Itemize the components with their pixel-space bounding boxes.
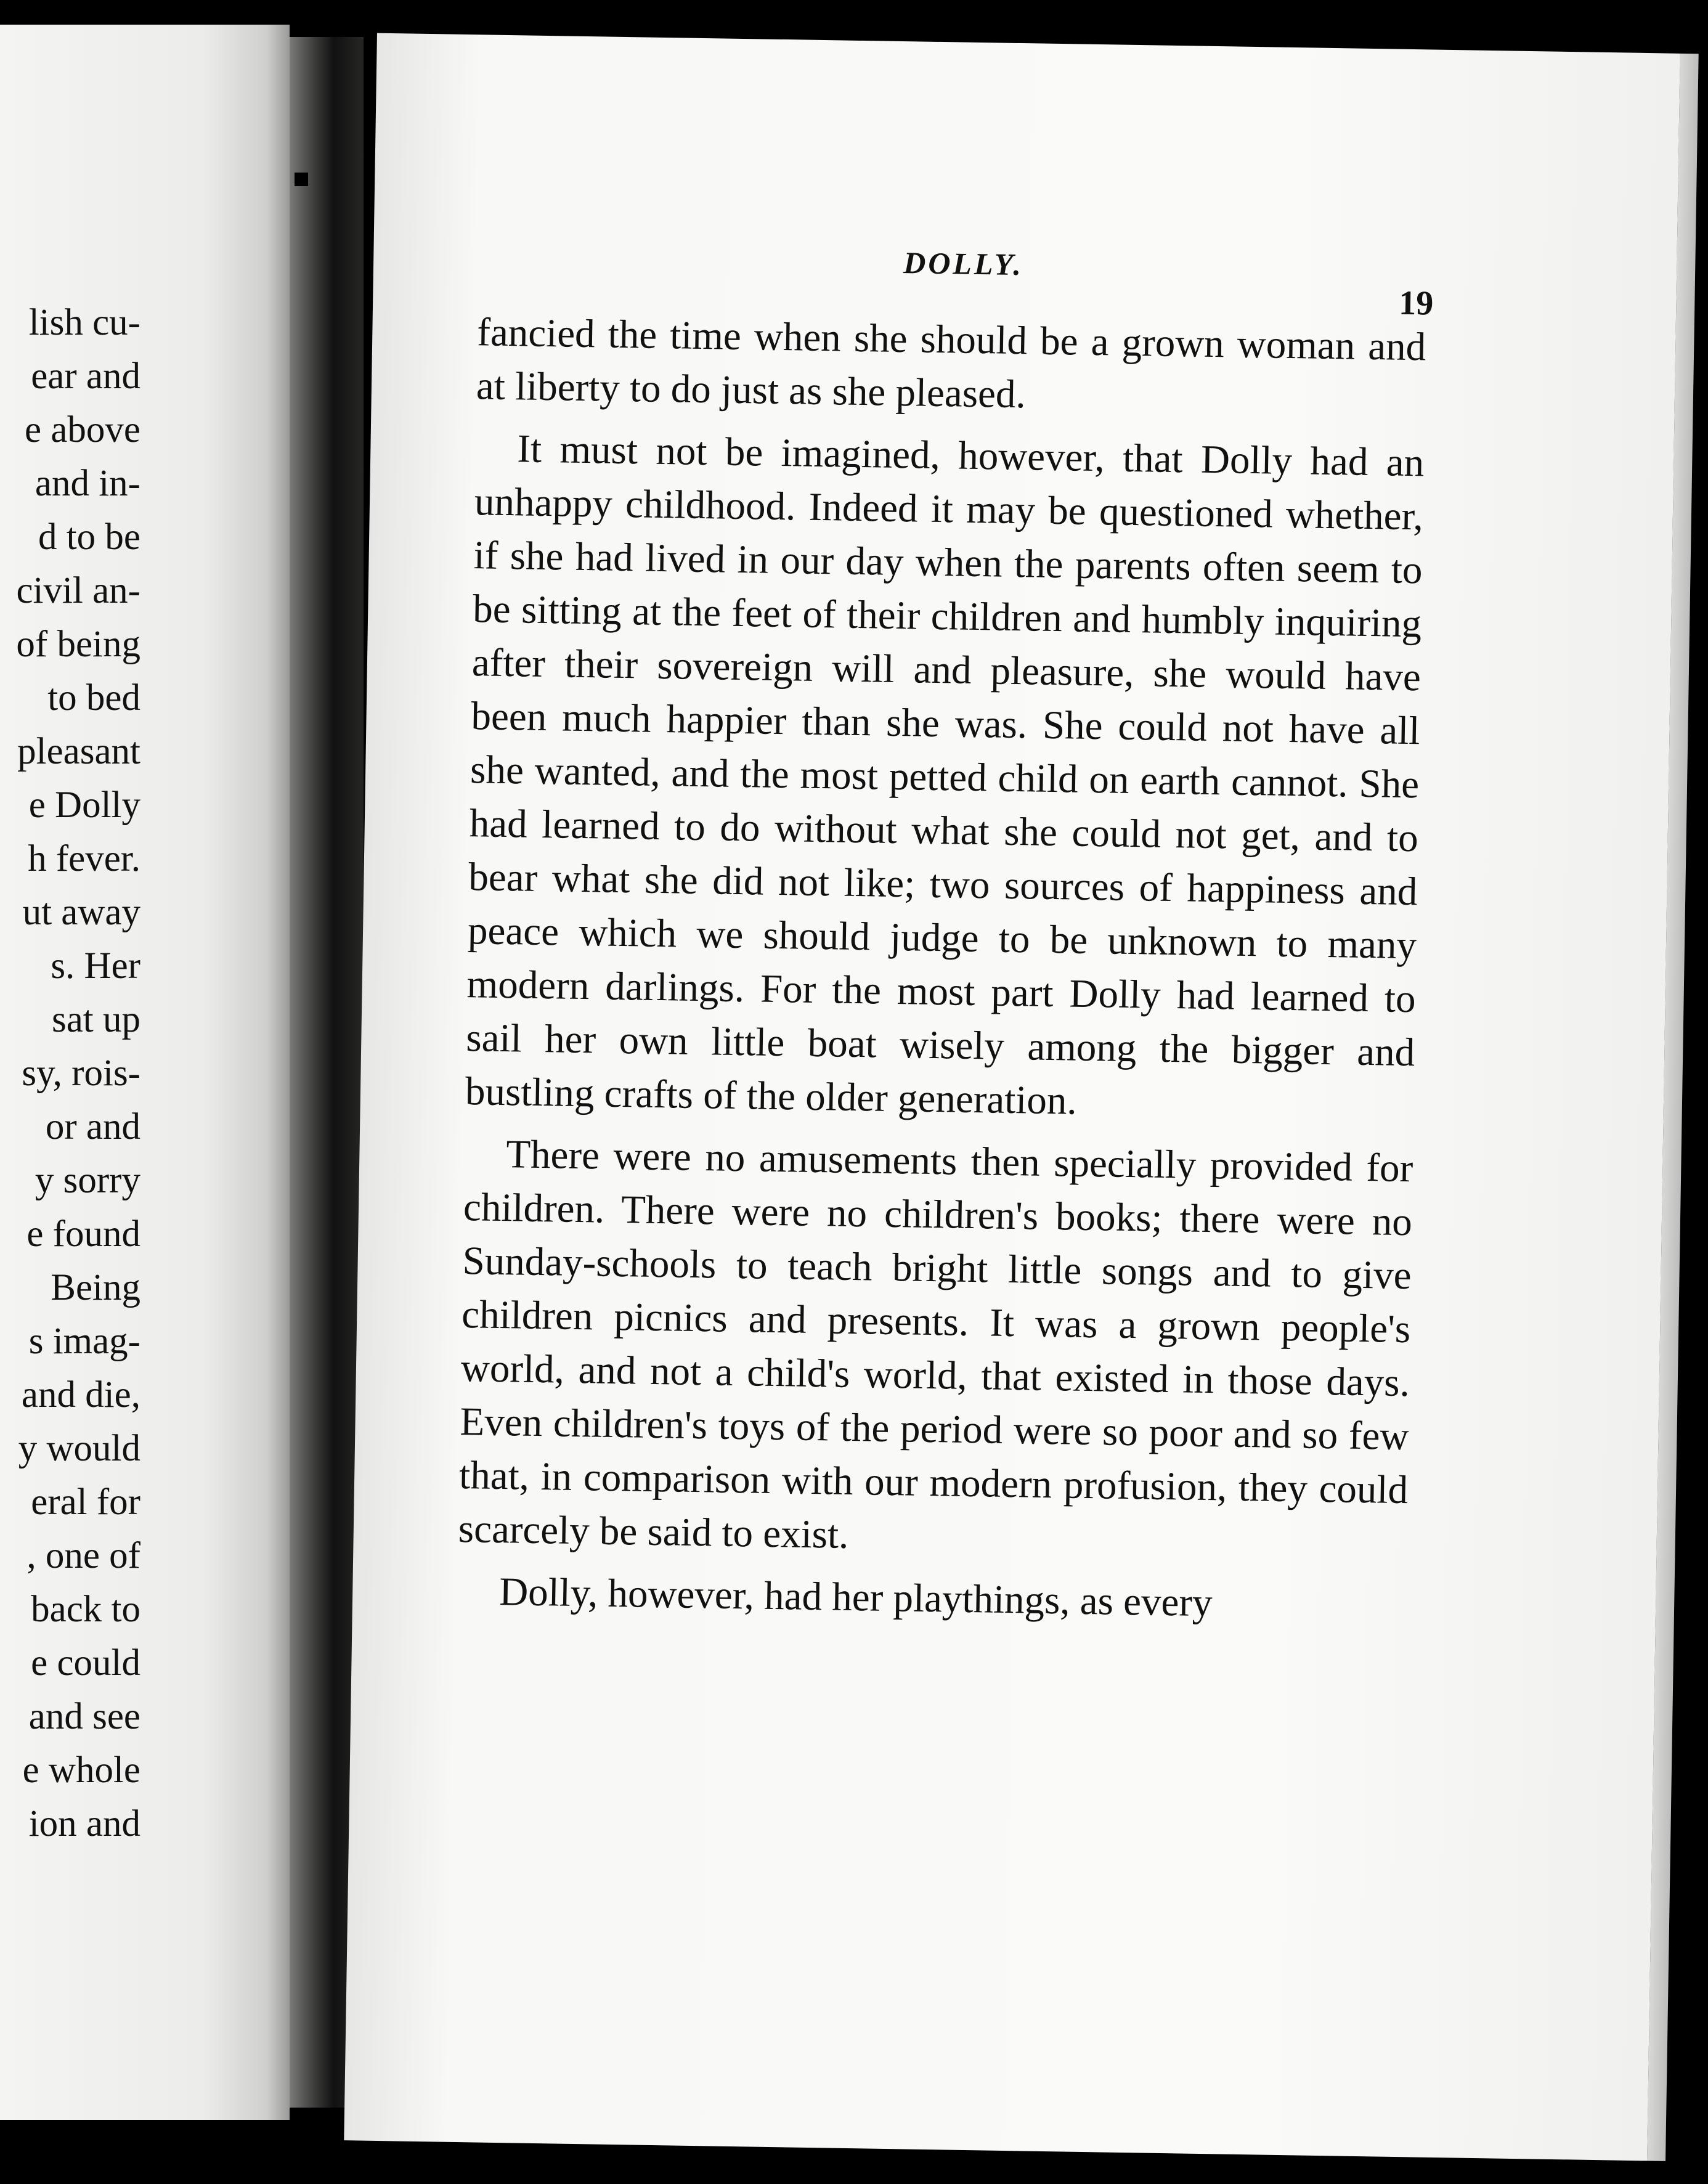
left-page-text (0, 296, 140, 1851)
left-line: ear and (31, 356, 140, 397)
left-line: civil an- (16, 570, 140, 611)
left-line: s imag- (28, 1321, 140, 1362)
left-line: to bed (47, 677, 140, 719)
left-line: d to be (38, 516, 140, 558)
running-head: DOLLY. (903, 245, 1024, 282)
paragraph: It must not be imagined, however, that Dolly had an unhappy childhood. Indeed it may be questioned whether, if she had lived in our day when the parents often seem to be sitting at the feet of their children and humbly inquiring after their sovereign will and pleasure, she would have been much happier than she was. She could not have all she wanted, and the most petted child on earth cannot. She had learned to do without what she could not get, and to bear what she did not like; two sources of happiness and peace which we should judge to be unknown to many modern darlings. For the most part Dolly had learned to sail her own little boat wisely among the bigger and bustling crafts of the older generation. (465, 426, 1425, 1123)
left-line: e found (26, 1213, 140, 1255)
gutter-speck (295, 173, 308, 186)
left-line: , one of (26, 1535, 140, 1576)
left-line: y would (18, 1428, 140, 1469)
paragraph: Dolly, however, had her playthings, as every (498, 1570, 1213, 1626)
left-line: lish cu- (28, 302, 140, 343)
left-line: and see (28, 1696, 140, 1737)
left-line: ion and (28, 1803, 140, 1844)
left-line: sy, rois- (22, 1053, 140, 1094)
left-line: or and (45, 1106, 140, 1147)
right-page (344, 33, 1680, 2161)
left-line: e could (31, 1642, 140, 1684)
left-line: s. Her (51, 945, 140, 987)
left-line: e Dolly (28, 784, 140, 826)
left-line: Being (51, 1267, 140, 1308)
paragraph: There were no amusements then specially provided for children. There were no children's books; there were no Sunday-schools to teach bright little songs and to give children picnics and presents. It was a grown people's world, and not a child's world, that existed in those days. Even children's toys of the period were so poor and so few that, in comparison with our modern profusion, they could scarcely be said to exist. (458, 1132, 1413, 1557)
left-line: e above (25, 409, 140, 450)
body-text (457, 306, 1426, 1642)
left-line: eral for (31, 1481, 140, 1523)
left-line: back to (31, 1589, 140, 1630)
left-line: h fever. (28, 838, 140, 879)
paragraph: fancied the time when she should be a grown woman and at liberty to do just as she pleased. (476, 310, 1426, 417)
page-number: 19 (1398, 283, 1434, 323)
left-line: sat up (51, 999, 140, 1040)
page-edge (1647, 54, 1699, 2161)
left-line: e whole (22, 1750, 140, 1791)
left-line: y sorry (35, 1160, 140, 1201)
left-line: ut away (22, 892, 140, 933)
left-line: pleasant (17, 731, 140, 772)
left-line: and die, (21, 1374, 140, 1416)
left-line: of being (16, 624, 140, 665)
left-page-fragment (0, 25, 290, 2120)
left-line: and in- (35, 463, 140, 504)
